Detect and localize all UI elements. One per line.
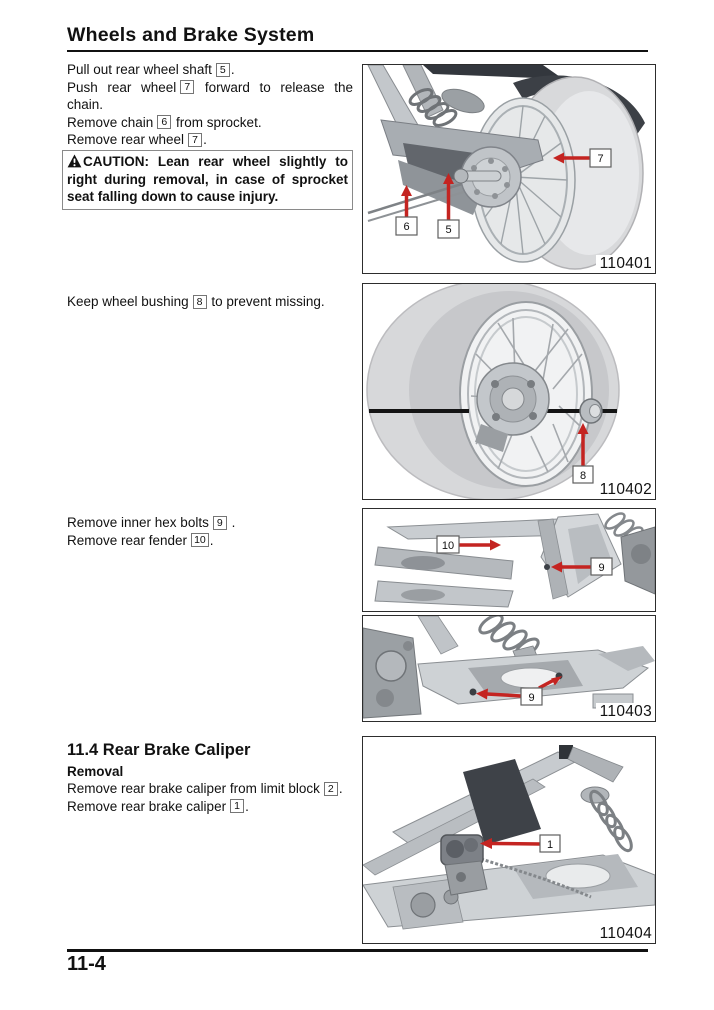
- callout-label-10: 10: [441, 540, 455, 552]
- instruction-text: Keep wheel bushing: [67, 294, 189, 309]
- wheel-bushing-illustration: [363, 284, 655, 499]
- instruction-text: .: [338, 781, 343, 796]
- instruction-line: [67, 79, 353, 114]
- figure-110401: [362, 64, 656, 274]
- callout-label-9-bottom: 9: [528, 692, 535, 704]
- instruction-text: Pull out rear wheel shaft: [67, 62, 212, 77]
- part-ref-box: 1: [230, 799, 244, 813]
- instruction-text: forward to release the chain.: [67, 79, 353, 112]
- rear-wheel-removal-illustration: [363, 65, 655, 273]
- figure-110403-top: [362, 508, 656, 612]
- caution-box: [62, 150, 353, 210]
- fender-instructions: [67, 514, 353, 549]
- part-ref-box: 10: [191, 533, 209, 547]
- instruction-text: Remove rear brake caliper from limit block: [67, 781, 320, 796]
- instruction-line: [67, 131, 353, 149]
- part-ref-box: 2: [324, 782, 338, 796]
- callout-label-6: 6: [403, 221, 410, 233]
- wheel-removal-instructions: [67, 61, 353, 149]
- instruction-text: .: [227, 515, 236, 530]
- figure-number: 110403: [596, 703, 652, 721]
- figure-number: 110401: [596, 255, 652, 273]
- page-number: 11-4: [67, 953, 106, 975]
- figure-number: 110402: [596, 481, 652, 499]
- instruction-text: Remove inner hex bolts: [67, 515, 209, 530]
- figure-number: 110404: [596, 925, 652, 943]
- instruction-line: [67, 798, 353, 816]
- part-ref-box: 9: [213, 516, 227, 530]
- instruction-line: [67, 780, 353, 798]
- part-ref-box: 7: [188, 133, 202, 147]
- swingarm-fender-drawing: [375, 511, 655, 607]
- instruction-text: from sprocket.: [172, 114, 262, 130]
- instruction-text: .: [230, 62, 235, 77]
- caution-icon: [67, 154, 82, 168]
- bushing-instructions: [67, 293, 353, 311]
- callout-label-1: 1: [546, 839, 554, 851]
- caliper-drawing: [363, 745, 655, 929]
- section-subheading: Removal: [67, 763, 124, 779]
- rear-brake-caliper-illustration: [363, 737, 655, 943]
- part-ref-box: 5: [216, 63, 230, 77]
- instruction-text: .: [245, 798, 249, 814]
- part-ref-box: 7: [180, 80, 194, 94]
- caution-text: Lean rear wheel slightly to right during removal, in case of sprocket seat falling down to cause injury.: [67, 154, 348, 204]
- instruction-line: [67, 61, 353, 79]
- callout-arrow-10: [437, 536, 501, 553]
- instruction-text: .: [203, 132, 207, 147]
- figure-110402: [362, 283, 656, 500]
- instruction-text: Push rear wheel: [67, 79, 177, 95]
- instruction-line: [67, 532, 353, 550]
- instruction-line: [67, 514, 353, 532]
- instruction-text: Remove rear brake caliper: [67, 798, 227, 814]
- callout-label-9-top: 9: [598, 562, 605, 574]
- instruction-text: to prevent missing.: [207, 294, 325, 309]
- instruction-line: [67, 293, 353, 311]
- instruction-text: Remove rear wheel: [67, 132, 185, 147]
- part-ref-box: 6: [157, 115, 171, 129]
- callout-label-7: 7: [597, 153, 604, 165]
- section-rear-brake-caliper: [67, 742, 353, 815]
- instruction-line: [67, 114, 353, 132]
- callout-arrow-6: [396, 185, 417, 235]
- page-title: Wheels and Brake System: [67, 24, 648, 52]
- figure-110403-bottom: [362, 615, 656, 722]
- caution-label: CAUTION:: [83, 154, 149, 169]
- callout-label-5: 5: [445, 224, 452, 236]
- part-ref-box: 8: [193, 295, 207, 309]
- callout-label-8: 8: [579, 470, 587, 482]
- instruction-text: Remove rear fender: [67, 532, 188, 548]
- instruction-text: Remove chain: [67, 114, 154, 130]
- instruction-text: .: [209, 532, 214, 548]
- section-heading: 11.4 Rear Brake Caliper: [67, 741, 251, 759]
- figure-110404: [362, 736, 656, 944]
- footer-rule: [67, 949, 648, 952]
- rear-fender-illustration: [363, 509, 655, 611]
